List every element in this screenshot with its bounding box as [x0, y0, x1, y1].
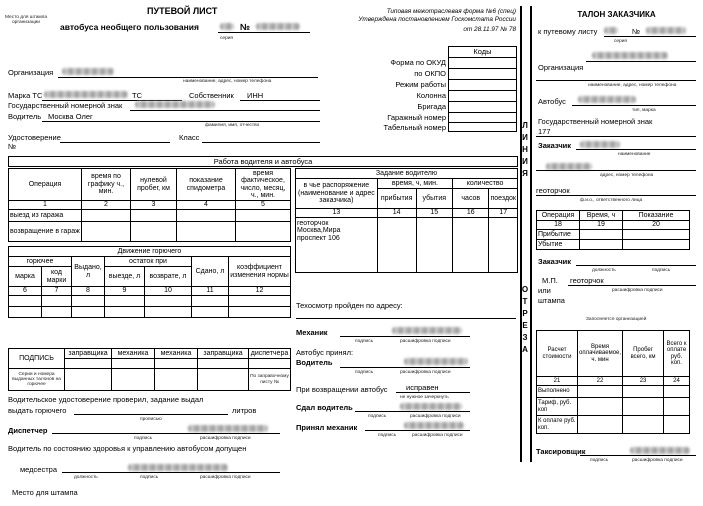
line-vertical-text: Л И Н И Я [522, 121, 528, 178]
handed-driver-label: Сдал водитель [296, 403, 353, 412]
ops-header: время фактическое, число, месяц, ч., мин. [236, 169, 291, 201]
vehicle-brand-redacted [44, 91, 128, 98]
stub-time-number: 20 [623, 221, 690, 230]
driver-decoding-caption: расшифровка подписи [400, 370, 451, 375]
stub-taxer-decoding-caption: расшифровка подписи [632, 458, 683, 463]
stub-customer-label: Заказчик [538, 141, 572, 150]
fuel-issue-label: выдать горючего [8, 406, 67, 415]
dispatcher-sign-caption: подпись [134, 436, 153, 441]
stub-calc-number: 22 [578, 377, 623, 386]
class-label: Класс [179, 133, 200, 142]
signature-col: механика [155, 349, 198, 359]
organization-label: Организация [8, 68, 54, 77]
task-header-hours: часов [453, 189, 489, 209]
stub-or: или [538, 286, 551, 295]
owner-value: ИНН [247, 91, 264, 100]
fuel-table [8, 246, 291, 318]
series-redacted [220, 23, 234, 30]
cut-line-left [520, 6, 522, 462]
stub-title: ТАЛОН ЗАКАЗЧИКА [577, 10, 656, 19]
fuel-header-remainder: остаток при [105, 257, 192, 267]
plate-label: Государственный номерной знак [8, 101, 123, 110]
task-header-trips: поездок [489, 189, 518, 209]
stub-customer-sign-label: Заказчик [538, 257, 572, 266]
codes-box [448, 46, 517, 132]
fuel-header-coefficient: коэффициент изменения нормы [229, 257, 291, 287]
stub-time-number: 18 [537, 221, 580, 230]
task-table [295, 168, 518, 273]
ops-number: 1 [9, 201, 82, 210]
nurse-position-caption: должность [74, 475, 98, 480]
received-sign-caption: подпись [378, 433, 397, 438]
license-number-sign: № [8, 142, 17, 151]
form-note-3: от 28.11.97 № 78 [463, 26, 516, 33]
fuel-number: 11 [192, 287, 229, 296]
nurse-sign-caption: подпись [140, 475, 159, 480]
mechanic-sign-caption: подпись [355, 339, 374, 344]
code-garage-label: Гаражный номер [387, 113, 446, 122]
stub-bus-redacted [578, 96, 636, 103]
signature-table [8, 348, 291, 391]
stub-plate-label: Государственный номерной знак [538, 117, 653, 126]
stub-customer-value: геоторчок [536, 186, 570, 195]
form-note-1: Типовая межотраслевая форма №6 (спец) [386, 8, 516, 15]
stub-calc-header: Время оплачиваемое, ч. мин [578, 331, 623, 377]
stub-number-sign: № [632, 27, 641, 36]
nurse-decoding-caption: расшифровка подписи [200, 475, 251, 480]
signature-col: заправщика [198, 349, 249, 359]
fuel-header-brand: марка [9, 267, 42, 287]
task-title: Задание водителю [296, 169, 518, 179]
stub-time-header: Время, ч [580, 211, 623, 221]
code-mode-label: Режим работы [395, 80, 446, 89]
stub-org-caption: наименование, адрес, номер телефона [588, 83, 677, 88]
stub-calc-row-label: Тариф, руб. коп [537, 398, 578, 416]
stub-customer-position-caption: должность [592, 268, 616, 273]
dispatcher-label: Диспетчер [8, 426, 48, 435]
code-okud-label: Форма по ОКУД [390, 58, 446, 67]
organization-caption: наименование, адрес, номер телефона [183, 79, 272, 84]
dispatcher-decoding-caption: расшифровка подписи [200, 436, 251, 441]
ops-row-label: возвращение в гараж [9, 222, 82, 242]
task-header-customer: в чье распоряжение (наименование и адрес заказчика) [296, 179, 378, 209]
task-entry-street: проспект 106 [297, 234, 340, 242]
in-words-caption: прописью [140, 417, 162, 422]
stub-calc-table [536, 330, 690, 434]
stub-calc-row-label: Выполнено [537, 386, 578, 398]
task-number: 13 [296, 209, 378, 218]
coupon-list-caption: По заправочному листу № [249, 369, 291, 391]
operations-table [8, 168, 291, 242]
stub-stamp-decoding-caption: расшифровка подписи [612, 288, 663, 293]
fuel-number: 7 [42, 287, 72, 296]
stub-stamp-word: штампа [538, 296, 565, 305]
stamp-place-bottom: Место для штампа [12, 488, 78, 497]
handed-driver-redacted [400, 403, 462, 410]
task-header-time: время, ч, мин. [377, 179, 452, 189]
on-return-value: исправен [406, 383, 439, 392]
fuel-header-code: код марки [42, 267, 72, 287]
accepted-driver-label: Водитель [296, 358, 333, 367]
vehicle-brand-label: Марка ТС [8, 91, 43, 100]
ops-number: 3 [131, 201, 177, 210]
ops-header: нулевой пробег, км [131, 169, 177, 201]
stub-taxer-redacted [630, 447, 690, 454]
stub-series-caption: серия [614, 39, 628, 44]
dispatcher-redacted [188, 425, 268, 432]
fuel-header-departure: выезде, л [105, 267, 145, 287]
ops-number: 5 [236, 201, 291, 210]
received-mechanic-redacted [404, 422, 464, 429]
stub-customer-redacted [580, 141, 620, 148]
fuel-number: 9 [105, 287, 145, 296]
ops-header: время по графику ч., мин. [82, 169, 131, 201]
signature-label: ПОДПИСЬ [9, 349, 65, 369]
task-number: 15 [416, 209, 453, 218]
mechanic-label: Механик [296, 328, 328, 337]
health-label: Водитель по состоянию здоровья к управлению автобусом допущен [8, 444, 247, 453]
stub-calc-header: Всего к оплате руб. коп. [664, 331, 690, 377]
task-header-quantity: количество [453, 179, 518, 189]
stub-number-redacted [646, 27, 686, 34]
stub-calc-header: Расчет стоимости [537, 331, 578, 377]
handed-decoding-caption: расшифровка подписи [410, 414, 461, 419]
stub-address-caption: адрес, номер телефона [600, 173, 654, 178]
fuel-unit: литров [232, 406, 257, 415]
stub-taxer-sign-caption: подпись [590, 458, 609, 463]
task-number: 17 [489, 209, 518, 218]
stub-organization-redacted [592, 52, 668, 59]
stub-mp: М.П. [542, 276, 558, 285]
driver-sign-caption: подпись [355, 370, 374, 375]
work-title: Работа водителя и автобуса [213, 157, 313, 166]
received-mechanic-label: Принял механик [296, 423, 358, 432]
task-number: 14 [377, 209, 416, 218]
fuel-number: 6 [9, 287, 42, 296]
owner-label: Собственник [189, 91, 234, 100]
stub-calc-number: 24 [664, 377, 690, 386]
waybill-title: ПУТЕВОЙ ЛИСТ [147, 6, 218, 16]
fuel-header-fuel: горючее [9, 257, 72, 267]
codes-header: Коды [473, 47, 492, 56]
mechanic-decoding-caption: расшифровка подписи [400, 339, 451, 344]
stub-taxer-label: Таксировщик [536, 447, 586, 456]
fuel-header-issued: Выдано, л [72, 257, 105, 287]
series-caption: серия [220, 36, 234, 41]
code-okpo-label: по ОКПО [414, 69, 446, 78]
stub-time-table [536, 210, 690, 250]
stub-to-waybill: к путевому листу [538, 27, 598, 36]
cut-vertical-text: О Т Р Е З А [521, 285, 529, 354]
number-sign: № [240, 22, 251, 32]
waybill-subtitle: автобуса необщего пользования [60, 22, 199, 32]
stub-time-row-label: Прибытие [537, 230, 580, 240]
task-header-departure: убытия [416, 189, 453, 209]
number-redacted [256, 23, 300, 30]
license-label: Удостоверение [8, 133, 61, 142]
signature-col: заправщика [65, 349, 112, 359]
code-tabel-label: Табельный номер [383, 123, 446, 132]
stub-calc-header: Пробег всего, км [623, 331, 664, 377]
mechanic-signature-redacted [392, 327, 462, 334]
coupon-series-caption: Серии и номера выданных талонов на горючее [9, 369, 65, 391]
ops-row-label: выезд из гаража [9, 210, 82, 222]
fuel-number: 8 [72, 287, 105, 296]
fuel-number: 12 [229, 287, 291, 296]
vehicle-brand-suffix: ТС [132, 91, 142, 100]
handed-sign-caption: подпись [368, 414, 387, 419]
nurse-label: медсестра [20, 465, 57, 474]
stub-calc-row-label: К оплате руб. коп. [537, 416, 578, 434]
plate-redacted [135, 101, 215, 108]
driver-value: Москва Олег [48, 112, 93, 121]
stub-customer-caption: наименование [618, 152, 651, 157]
organization-redacted [62, 68, 114, 75]
fuel-header-handed: Сдано, л [192, 257, 229, 287]
fuel-number: 10 [145, 287, 192, 296]
stub-time-row-label: Убытие [537, 240, 580, 250]
stamp-place-top: Место для штампа организации [4, 15, 47, 26]
cut-line-right [530, 6, 532, 462]
code-brigade-label: Бригада [417, 102, 446, 111]
fuel-header-return: возврате, л [145, 267, 192, 287]
stub-responsible-caption: ф.и.о., ответственного лица [580, 198, 643, 203]
not-needed-caption: не нужное зачеркнуть [400, 395, 449, 400]
nurse-redacted [128, 464, 228, 471]
task-header-arrival: прибытия [377, 189, 416, 209]
code-column-label: Колонна [416, 91, 446, 100]
stub-customer-address-redacted [546, 163, 592, 170]
stub-time-header: Показание [623, 211, 690, 221]
task-entry [296, 218, 378, 273]
stub-series-redacted [604, 27, 618, 34]
ops-header: Операция [9, 169, 82, 201]
on-return-label: При возвращении автобус [296, 385, 388, 394]
task-number: 16 [453, 209, 489, 218]
stub-stamp-caption: Заполняется организацией [586, 317, 647, 322]
ops-header: показание спидометра [177, 169, 236, 201]
signature-col: механика [112, 349, 155, 359]
accepted-label: Автобус принял: [296, 348, 354, 357]
fuel-title: Движение горючего [9, 247, 291, 257]
task-entry-customer: геоторчок [297, 220, 329, 227]
stub-time-number: 19 [580, 221, 623, 230]
ops-number: 2 [82, 201, 131, 210]
form-note-2: Утверждена постановлением Госкомстата России [358, 16, 516, 23]
stub-time-header: Операция [537, 211, 580, 221]
stub-model-caption: тип, марка [632, 108, 656, 113]
stub-stamp-value: геоторчок [570, 276, 604, 285]
license-checked-label: Водительское удостоверение проверил, задание выдал [8, 395, 204, 404]
stub-customer-sign-caption: подпись [652, 268, 671, 273]
driver-caption: фамилия, имя, отчество [205, 123, 260, 128]
stub-calc-number: 21 [537, 377, 578, 386]
tech-inspection-label: Техосмотр пройден по адресу: [296, 301, 403, 310]
stub-organization-label: Организация [538, 63, 584, 72]
stub-plate-value: 177 [538, 127, 551, 136]
signature-col: диспетчера [249, 349, 291, 359]
stub-bus-label: Автобус [538, 97, 566, 106]
stub-calc-number: 23 [623, 377, 664, 386]
driver-label: Водитель [8, 112, 42, 121]
received-decoding-caption: расшифровка подписи [412, 433, 463, 438]
accepted-driver-redacted [404, 358, 468, 365]
ops-number: 4 [177, 201, 236, 210]
task-entry-city: Москва,Мира [297, 227, 341, 235]
